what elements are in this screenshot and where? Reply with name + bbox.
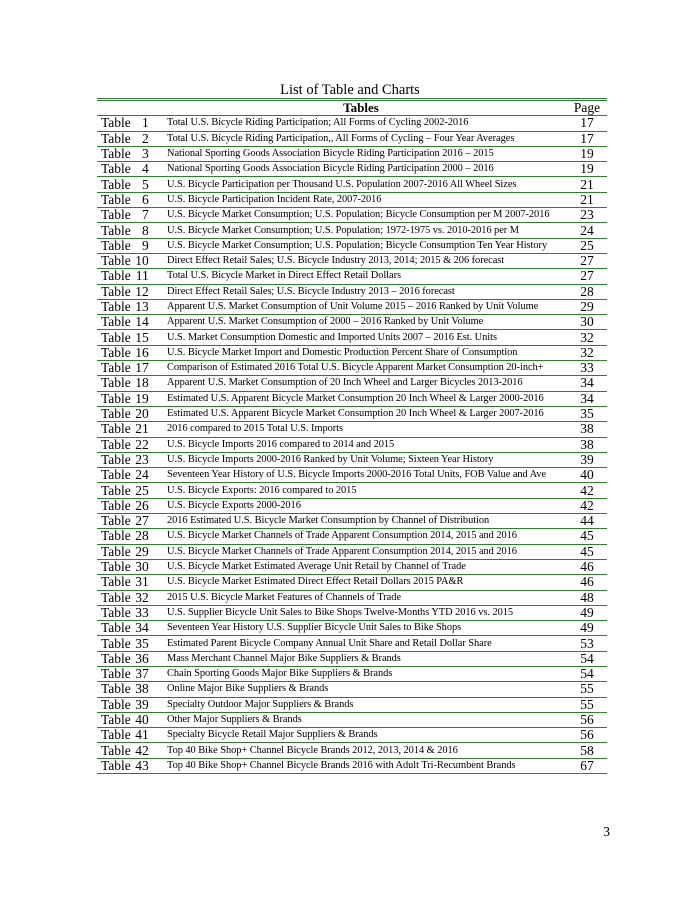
table-label [97, 758, 155, 773]
table-label [97, 253, 155, 268]
header-tables: Tables [343, 100, 379, 116]
table-number: 7 [142, 207, 149, 223]
table-number: 17 [135, 360, 149, 376]
table-label-word: Table [101, 528, 131, 544]
table-row [97, 223, 607, 238]
table-title: U.S. Bicycle Market Estimated Average Unit Retail by Channel of Trade [167, 561, 466, 573]
table-row [97, 146, 607, 161]
table-number: 25 [135, 482, 149, 498]
table-page-number: 34 [580, 391, 594, 406]
table-row [97, 559, 607, 574]
table-row [97, 743, 607, 758]
table-page-number: 38 [580, 437, 594, 452]
table-row [97, 682, 607, 697]
table-label-word: Table [101, 391, 131, 406]
table-row [97, 406, 607, 421]
table-label [97, 422, 155, 437]
page-number: 3 [603, 824, 610, 839]
table-label-word: Table [101, 360, 131, 376]
table-row [97, 315, 607, 330]
table-title: Total U.S. Bicycle Riding Participation,, All Forms of Cycling – Four Year Averages [167, 132, 515, 144]
table-label [97, 651, 155, 666]
table-page-number: 39 [580, 452, 594, 467]
table-label [97, 529, 155, 544]
table-title: Top 40 Bike Shop+ Channel Bicycle Brands 2016 with Adult Tri-Recumbent Brands [167, 759, 516, 771]
table-page-number: 40 [580, 467, 594, 483]
table-number: 42 [135, 742, 149, 758]
table-row [97, 575, 607, 590]
table-label-word: Table [101, 467, 131, 483]
table-row [97, 269, 607, 284]
table-label [97, 498, 155, 513]
table-row [97, 452, 607, 467]
table-label-word: Table [101, 314, 131, 330]
table-label [97, 284, 155, 299]
table-label [97, 238, 155, 253]
table-number: 20 [135, 406, 149, 422]
table-label [97, 712, 155, 727]
table-number: 5 [142, 176, 149, 192]
table-label-word: Table [101, 666, 131, 682]
table-label-word: Table [101, 712, 131, 728]
table-number: 15 [135, 329, 149, 345]
table-number: 24 [135, 467, 149, 483]
table-label [97, 345, 155, 360]
table-title: National Sporting Goods Association Bicycle Riding Participation 2000 – 2016 [167, 163, 494, 175]
table-row [97, 728, 607, 743]
table-row [97, 116, 607, 131]
table-number: 8 [142, 222, 149, 238]
table-label [97, 406, 155, 421]
table-number: 43 [135, 758, 149, 773]
table-label [97, 299, 155, 314]
table-title: National Sporting Goods Association Bicycle Riding Participation 2016 – 2015 [167, 148, 494, 160]
table-row [97, 345, 607, 360]
table-title: U.S. Bicycle Market Channels of Trade Apparent Consumption 2014, 2015 and 2016 [167, 545, 517, 557]
table-page-number: 32 [580, 345, 594, 360]
table-number: 2 [142, 131, 149, 146]
table-page-number: 29 [580, 299, 594, 314]
table-label [97, 146, 155, 161]
table-label-word: Table [101, 727, 131, 743]
table-label-word: Table [101, 681, 131, 697]
table-row [97, 361, 607, 376]
table-number: 29 [135, 544, 149, 559]
table-number: 12 [135, 284, 149, 299]
table-label-word: Table [101, 544, 131, 559]
table-page-number: 45 [580, 544, 594, 559]
table-title: Specialty Bicycle Retail Major Suppliers & Brands [167, 729, 378, 741]
table-label-word: Table [101, 590, 131, 605]
table-label-word: Table [101, 238, 131, 253]
table-title: U.S. Bicycle Exports 2000-2016 [167, 499, 301, 511]
table-page-number: 45 [580, 528, 594, 544]
table-row [97, 544, 607, 559]
table-label-word: Table [101, 299, 131, 314]
table-page-number: 58 [580, 742, 594, 758]
table-page-number: 17 [580, 115, 594, 131]
table-label-word: Table [101, 421, 131, 437]
table-number: 23 [135, 452, 149, 467]
table-row [97, 468, 607, 483]
table-label [97, 605, 155, 620]
table-title: 2015 U.S. Bicycle Market Features of Channels of Trade [167, 591, 401, 603]
table-label [97, 391, 155, 406]
table-page-number: 53 [580, 635, 594, 651]
table-row [97, 605, 607, 620]
table-page-number: 42 [580, 482, 594, 498]
table-label [97, 468, 155, 483]
table-row [97, 177, 607, 192]
table-label-word: Table [101, 146, 131, 162]
table-page-number: 17 [580, 131, 594, 146]
table-row [97, 483, 607, 498]
table-title: Total U.S. Bicycle Market in Direct Effect Retail Dollars [167, 270, 401, 282]
table-label [97, 514, 155, 529]
table-page-number: 30 [580, 314, 594, 330]
table-number: 18 [135, 375, 149, 391]
table-label-word: Table [101, 131, 131, 146]
table-label [97, 559, 155, 574]
table-label [97, 223, 155, 238]
table-page-number: 25 [580, 238, 594, 253]
table-number: 9 [142, 238, 149, 253]
table-page-number: 55 [580, 681, 594, 697]
table-number: 30 [135, 559, 149, 575]
table-title: Seventeen Year History U.S. Supplier Bicycle Unit Sales to Bike Shops [167, 622, 462, 634]
table-label-word: Table [101, 253, 131, 269]
table-of-contents [97, 98, 607, 774]
table-title: Chain Sporting Goods Major Bike Suppliers & Brands [167, 668, 393, 680]
table-number: 22 [135, 437, 149, 452]
table-page-number: 56 [580, 712, 594, 728]
table-label-word: Table [101, 574, 131, 590]
table-page-number: 54 [580, 651, 594, 666]
table-number: 31 [135, 574, 149, 590]
table-number: 27 [135, 513, 149, 529]
table-page-number: 28 [580, 284, 594, 299]
table-page-number: 33 [580, 360, 594, 376]
table-row [97, 284, 607, 299]
table-label-word: Table [101, 192, 131, 207]
table-row [97, 712, 607, 727]
table-label-word: Table [101, 345, 131, 360]
table-page-number: 49 [580, 620, 594, 636]
table-title: U.S. Bicycle Exports: 2016 compared to 2015 [167, 484, 357, 496]
table-number: 26 [135, 498, 149, 513]
table-title: U.S. Bicycle Participation per Thousand U.S. Population 2007-2016 All Wheel Sizes [167, 178, 517, 190]
table-page-number: 27 [580, 268, 594, 284]
table-label [97, 376, 155, 391]
table-number: 19 [135, 391, 149, 406]
table-row [97, 238, 607, 253]
table-label-word: Table [101, 742, 131, 758]
table-number: 37 [135, 666, 149, 682]
table-label [97, 575, 155, 590]
table-title: 2016 compared to 2015 Total U.S. Imports [167, 423, 344, 435]
table-label-word: Table [101, 482, 131, 498]
table-page-number: 49 [580, 605, 594, 620]
table-number: 4 [142, 161, 149, 177]
table-title: Apparent U.S. Market Consumption of 2000 – 2016 Ranked by Unit Volume [167, 316, 484, 328]
table-title: Online Major Bike Suppliers & Brands [167, 683, 329, 695]
table-row [97, 299, 607, 314]
table-title: U.S. Bicycle Market Import and Domestic Production Percent Share of Consumption [167, 346, 518, 358]
table-label [97, 682, 155, 697]
table-label [97, 544, 155, 559]
table-label-word: Table [101, 406, 131, 422]
table-row [97, 391, 607, 406]
table-row [97, 621, 607, 636]
table-title: Apparent U.S. Market Consumption of 20 Inch Wheel and Larger Bicycles 2013-2016 [167, 377, 523, 389]
table-number: 10 [135, 253, 149, 269]
table-label-word: Table [101, 758, 131, 773]
header-label-spacer [97, 100, 155, 116]
table-row [97, 253, 607, 268]
table-number: 3 [142, 146, 149, 162]
table-label [97, 162, 155, 177]
table-page-number: 54 [580, 666, 594, 682]
header-page: Page [573, 100, 601, 116]
table-label-word: Table [101, 513, 131, 529]
table-label [97, 116, 155, 131]
table-label [97, 177, 155, 192]
table-label [97, 361, 155, 376]
table-number: 38 [135, 681, 149, 697]
table-label-word: Table [101, 161, 131, 177]
table-title: Mass Merchant Channel Major Bike Suppliers & Brands [167, 652, 401, 664]
table-row [97, 514, 607, 529]
table-row [97, 162, 607, 177]
table-label-word: Table [101, 697, 131, 712]
table-number: 32 [135, 590, 149, 605]
page-title: List of Table and Charts [280, 82, 420, 98]
table-row [97, 636, 607, 651]
table-row [97, 422, 607, 437]
table-page-number: 23 [580, 207, 594, 223]
table-row [97, 131, 607, 146]
table-page-number: 35 [580, 406, 594, 422]
table-label-word: Table [101, 498, 131, 513]
table-title: U.S. Bicycle Market Consumption; U.S. Population; Bicycle Consumption per M 2007-2016 [167, 209, 550, 221]
header-row [97, 100, 607, 116]
table-number: 28 [135, 528, 149, 544]
table-label-word: Table [101, 651, 131, 666]
table-label-word: Table [101, 284, 131, 299]
table-number: 16 [135, 345, 149, 360]
table-title: Direct Effect Retail Sales; U.S. Bicycle Industry 2013, 2014; 2015 & 206 forecast [167, 255, 505, 267]
table-label-word: Table [101, 207, 131, 223]
table-label-word: Table [101, 268, 131, 284]
table-number: 6 [142, 192, 149, 207]
table-number: 36 [135, 651, 149, 666]
table-title: Direct Effect Retail Sales; U.S. Bicycle Industry 2013 – 2016 forecast [167, 285, 455, 297]
table-row [97, 697, 607, 712]
table-title: U.S. Bicycle Market Consumption; U.S. Population; Bicycle Consumption Ten Year History [167, 239, 548, 251]
table-label [97, 728, 155, 743]
table-label [97, 621, 155, 636]
table-row [97, 651, 607, 666]
table-page-number: 24 [580, 222, 594, 238]
table-row [97, 498, 607, 513]
table-number: 41 [135, 727, 149, 743]
table-page-number: 67 [580, 758, 594, 773]
table-number: 39 [135, 697, 149, 712]
table-label [97, 666, 155, 681]
table-label [97, 697, 155, 712]
table-label [97, 315, 155, 330]
table-row [97, 590, 607, 605]
table-label-word: Table [101, 329, 131, 345]
table-row [97, 192, 607, 207]
table-page-number: 44 [580, 513, 594, 529]
table-page-number: 21 [580, 176, 594, 192]
table-page-number: 19 [580, 161, 594, 177]
table-page-number: 55 [580, 697, 594, 712]
table-page-number: 46 [580, 559, 594, 575]
table-page-number: 19 [580, 146, 594, 162]
table-label-word: Table [101, 375, 131, 391]
table-number: 14 [135, 314, 149, 330]
table-title: Top 40 Bike Shop+ Channel Bicycle Brands 2012, 2013, 2014 & 2016 [167, 744, 458, 756]
table-page-number: 34 [580, 375, 594, 391]
table-label [97, 208, 155, 223]
table-page-number: 42 [580, 498, 594, 513]
table-page-number: 48 [580, 590, 594, 605]
table-title: U.S. Bicycle Imports 2000-2016 Ranked by Unit Volume; Sixteen Year History [167, 453, 494, 465]
table-page-number: 21 [580, 192, 594, 207]
table-title: Specialty Outdoor Major Suppliers & Brands [167, 698, 354, 710]
table-title: Other Major Suppliers & Brands [167, 714, 302, 726]
table-number: 33 [135, 605, 149, 620]
table-title: U.S. Market Consumption Domestic and Imported Units 2007 – 2016 Est. Units [167, 331, 497, 343]
table-label-word: Table [101, 635, 131, 651]
table-label-word: Table [101, 452, 131, 467]
table-label-word: Table [101, 605, 131, 620]
table-label-word: Table [101, 222, 131, 238]
table-number: 1 [142, 115, 149, 131]
table-label [97, 743, 155, 758]
table-page-number: 32 [580, 329, 594, 345]
table-title: Estimated U.S. Apparent Bicycle Market Consumption 20 Inch Wheel & Larger 2007-2016 [167, 408, 544, 420]
table-row [97, 330, 607, 345]
table-number: 13 [135, 299, 149, 314]
table-title: U.S. Bicycle Imports 2016 compared to 2014 and 2015 [167, 438, 395, 450]
table-number: 11 [135, 268, 149, 284]
table-title: U.S. Bicycle Market Channels of Trade Apparent Consumption 2014, 2015 and 2016 [167, 530, 517, 542]
table-label [97, 192, 155, 207]
table-row [97, 437, 607, 452]
table-title: U.S. Bicycle Market Estimated Direct Effect Retail Dollars 2015 PA&R [167, 576, 464, 588]
table-label [97, 437, 155, 452]
table-number: 21 [135, 421, 149, 437]
table-title: Total U.S. Bicycle Riding Participation; All Forms of Cycling 2002-2016 [167, 117, 469, 129]
table-label [97, 330, 155, 345]
table-label-word: Table [101, 620, 131, 636]
table-title: Estimated U.S. Apparent Bicycle Market Consumption 20 Inch Wheel & Larger 2000-2016 [167, 392, 544, 404]
table-title: Estimated Parent Bicycle Company Annual Unit Share and Retail Dollar Share [167, 637, 492, 649]
table-number: 34 [135, 620, 149, 636]
table-label [97, 269, 155, 284]
table-label [97, 483, 155, 498]
table-title: Seventeen Year History of U.S. Bicycle Imports 2000-2016 Total Units, FOB Value and Ave [167, 469, 547, 481]
table-label [97, 636, 155, 651]
table-label-word: Table [101, 437, 131, 452]
table-label-word: Table [101, 176, 131, 192]
toc-rows [97, 116, 607, 774]
table-page-number: 56 [580, 727, 594, 743]
table-title: Comparison of Estimated 2016 Total U.S. Bicycle Apparent Market Consumption 20-inch+ [167, 362, 544, 374]
table-number: 35 [135, 635, 149, 651]
table-row [97, 758, 607, 773]
table-number: 40 [135, 712, 149, 728]
table-label [97, 590, 155, 605]
table-row [97, 666, 607, 681]
table-page-number: 38 [580, 421, 594, 437]
table-title: U.S. Bicycle Market Consumption; U.S. Population; 1972-1975 vs. 2010-2016 per M [167, 224, 519, 236]
table-row [97, 208, 607, 223]
table-title: 2016 Estimated U.S. Bicycle Market Consumption by Channel of Distribution [167, 515, 490, 527]
table-title: U.S. Supplier Bicycle Unit Sales to Bike Shops Twelve-Months YTD 2016 vs. 2015 [167, 606, 514, 618]
table-label-word: Table [101, 559, 131, 575]
table-label [97, 452, 155, 467]
table-label-word: Table [101, 115, 131, 131]
table-page-number: 46 [580, 574, 594, 590]
table-label [97, 131, 155, 146]
table-title: U.S. Bicycle Participation Incident Rate, 2007-2016 [167, 193, 382, 205]
table-row [97, 376, 607, 391]
table-row [97, 529, 607, 544]
table-page-number: 27 [580, 253, 594, 269]
table-title: Apparent U.S. Market Consumption of Unit Volume 2015 – 2016 Ranked by Unit Volume [167, 301, 539, 312]
